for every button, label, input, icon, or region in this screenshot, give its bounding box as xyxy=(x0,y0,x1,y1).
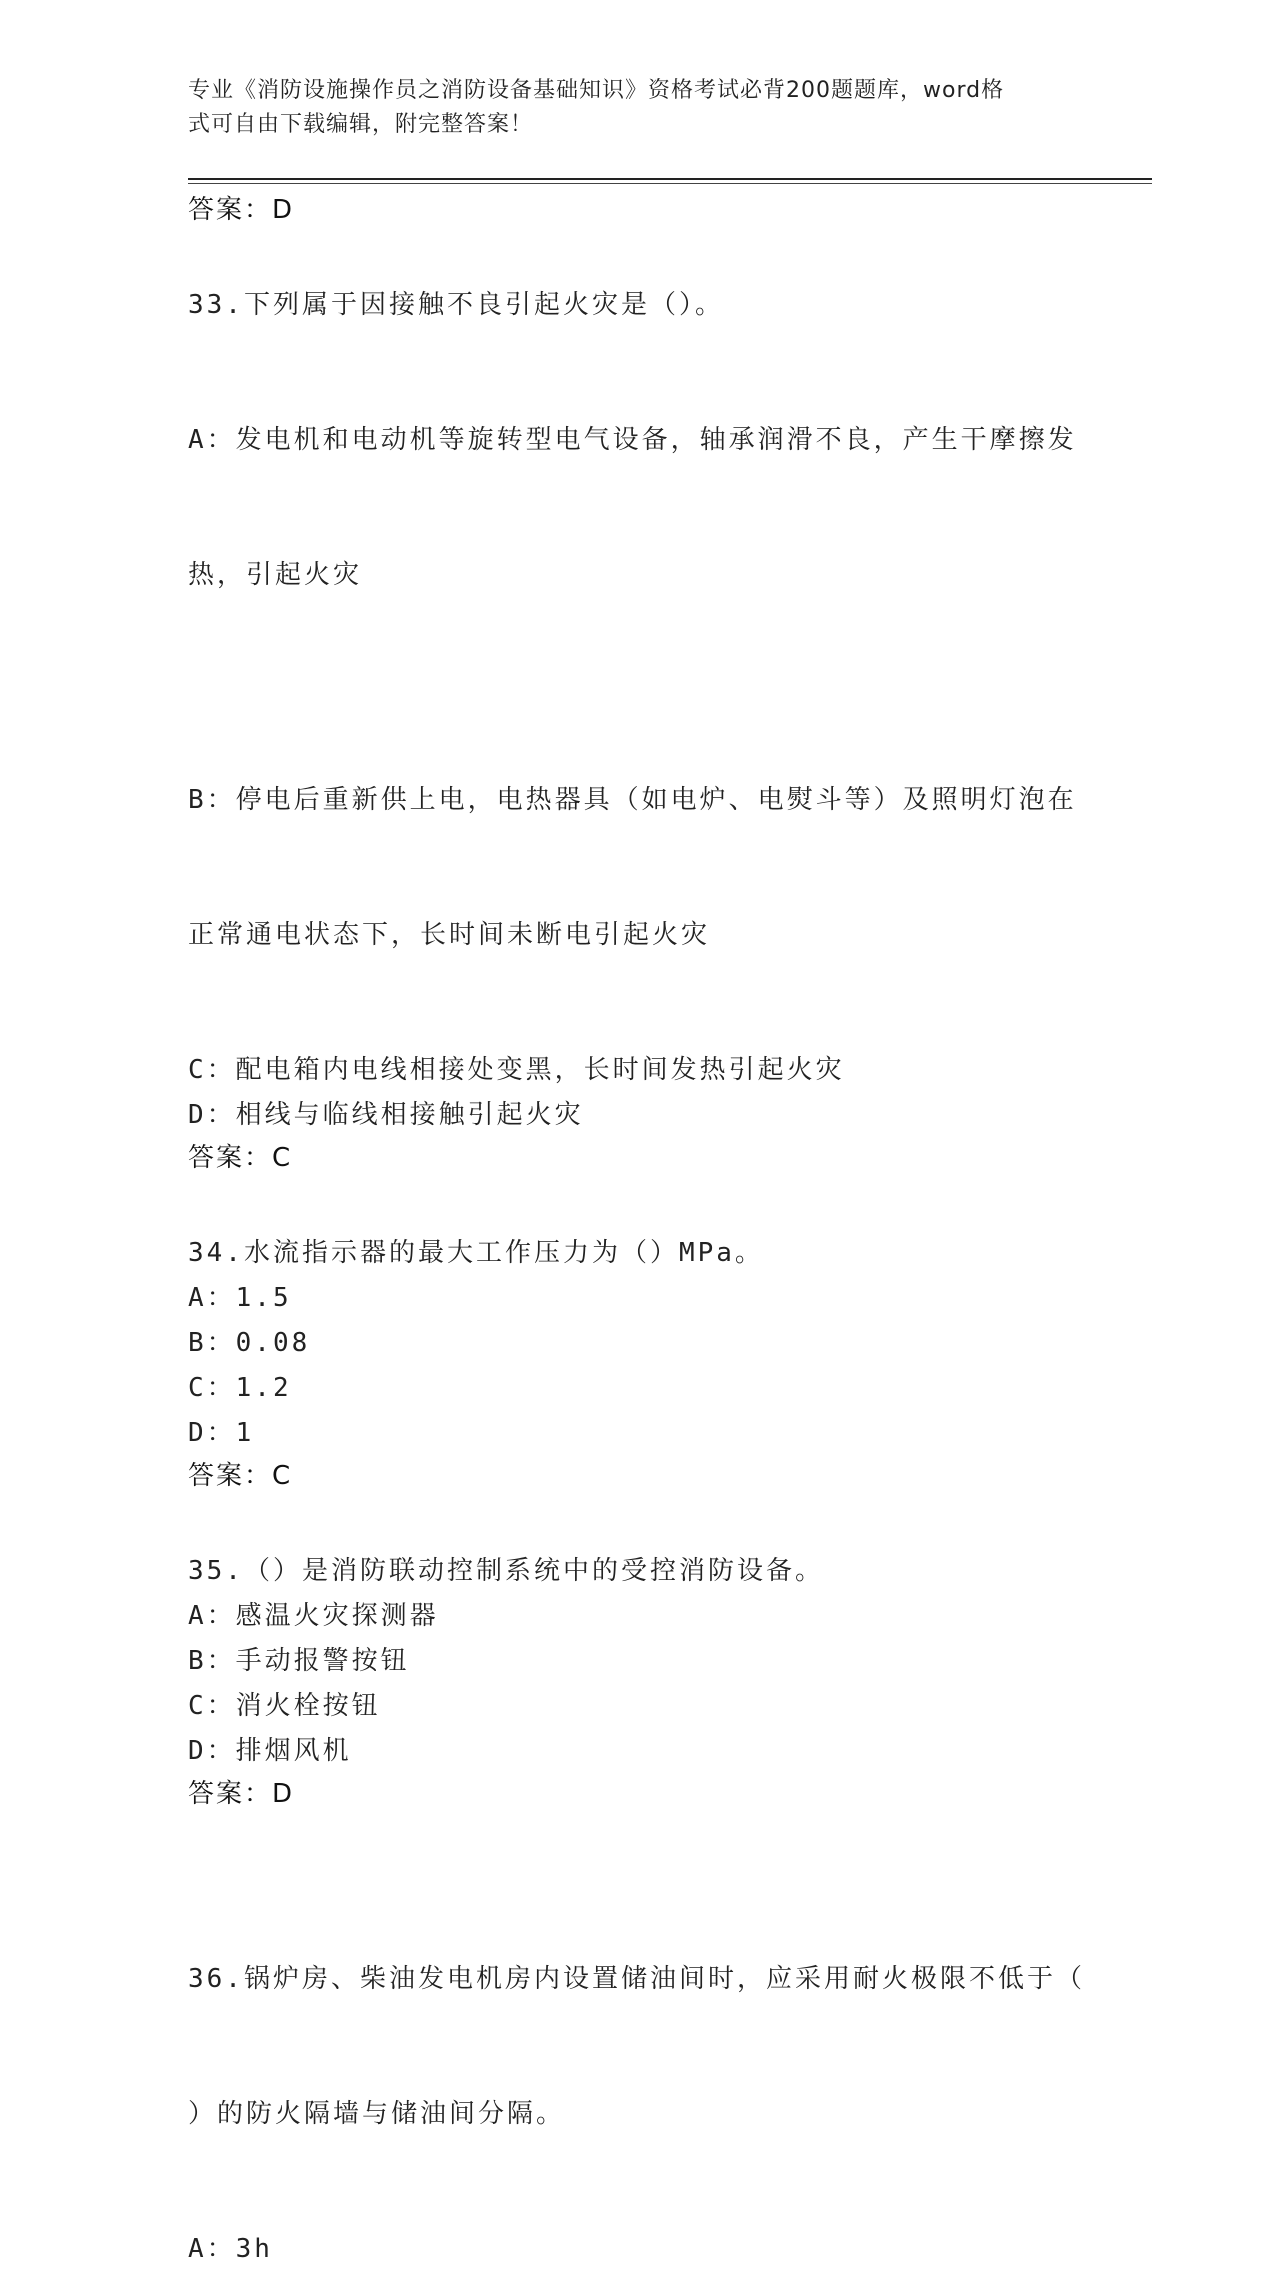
question-list xyxy=(188,190,1088,2272)
answer-label: 答案：C xyxy=(188,1143,293,1173)
option-a[interactable]: A：感温火灾探测器 xyxy=(188,1601,439,1631)
question-36 xyxy=(188,1867,1088,2272)
option-c[interactable]: C：消火栓按钮 xyxy=(188,1691,381,1721)
option-b[interactable]: B：手动报警按钮 xyxy=(188,1646,410,1676)
option-text-line: B：停电后重新供上电，电热器具（如电炉、电熨斗等）及照明灯泡在 xyxy=(188,785,1077,815)
option-d[interactable]: D：1 xyxy=(188,1418,255,1448)
question-33 xyxy=(188,283,1088,1184)
header-line-2: 式可自由下载编辑，附完整答案！ xyxy=(188,112,534,137)
option-d[interactable]: D：相线与临线相接触引起火灾 xyxy=(188,1100,584,1130)
answer-label: 答案：C xyxy=(188,1461,293,1491)
option-text-line: 正常通电状态下，长时间未断电引起火灾 xyxy=(188,920,711,950)
option-a[interactable] xyxy=(188,328,1088,688)
option-d[interactable]: D：排烟风机 xyxy=(188,1736,352,1766)
option-b[interactable]: B：0.08 xyxy=(188,1328,311,1358)
option-a[interactable]: A：3h xyxy=(188,2234,273,2264)
header-line-1: 专业《消防设施操作员之消防设备基础知识》资格考试必背200题题库，word格 xyxy=(188,78,1005,103)
header-divider-thick xyxy=(188,178,1152,180)
header-divider-thin xyxy=(188,183,1152,184)
question-stem-line: 36.锅炉房、柴油发电机房内设置储油间时，应采用耐火极限不低于（ xyxy=(188,1964,1085,1994)
answer-label: 答案：D xyxy=(188,1779,295,1809)
previous-answer: 答案：D xyxy=(188,195,295,225)
question-stem xyxy=(188,1867,1088,2227)
question-34 xyxy=(188,1231,1088,1502)
question-stem: 34.水流指示器的最大工作压力为（）MPa。 xyxy=(188,1238,764,1268)
option-c[interactable]: C：1.2 xyxy=(188,1373,292,1403)
option-text-line: 热，引起火灾 xyxy=(188,560,363,590)
question-35 xyxy=(188,1549,1088,1820)
option-a[interactable]: A：1.5 xyxy=(188,1283,292,1313)
option-c[interactable]: C：配电箱内电线相接处变黑，长时间发热引起火灾 xyxy=(188,1055,845,1085)
question-stem-line: ）的防火隔墙与储油间分隔。 xyxy=(188,2099,566,2129)
question-stem: 35.（）是消防联动控制系统中的受控消防设备。 xyxy=(188,1556,824,1586)
option-text-line: A：发电机和电动机等旋转型电气设备，轴承润滑不良，产生干摩擦发 xyxy=(188,425,1077,455)
option-b[interactable] xyxy=(188,688,1088,1048)
question-stem: 33.下列属于因接触不良引起火灾是（）。 xyxy=(188,290,724,320)
document-header xyxy=(188,74,1068,142)
